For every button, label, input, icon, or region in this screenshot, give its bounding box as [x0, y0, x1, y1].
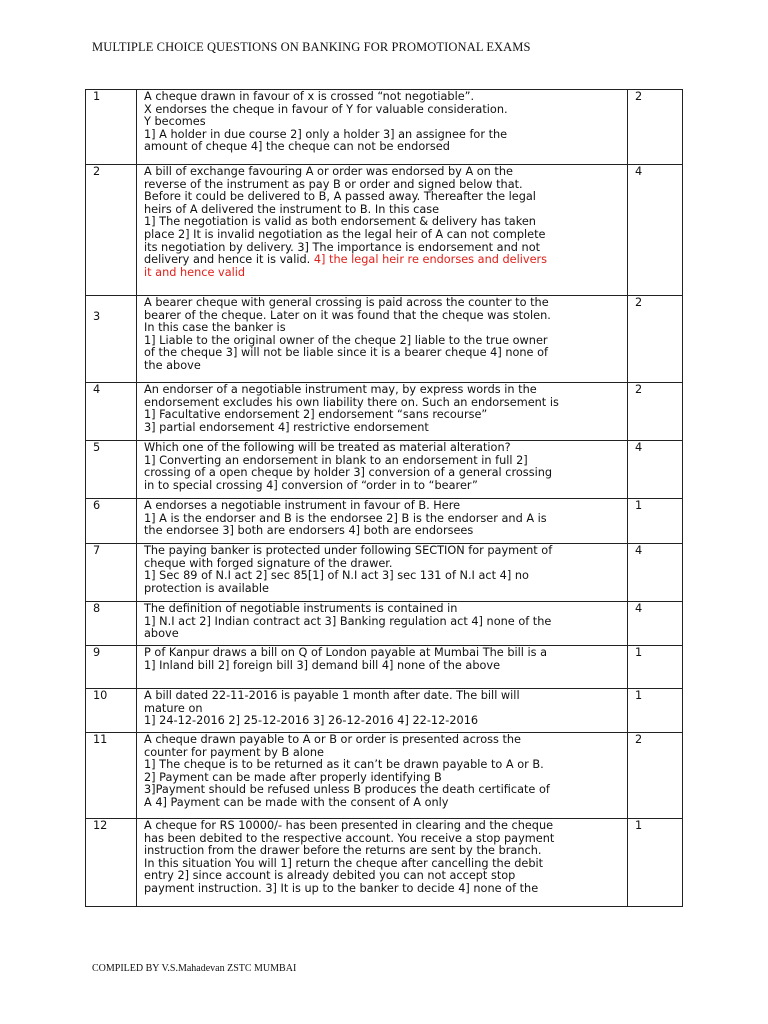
- answer-key: 1: [628, 689, 683, 733]
- question-number: 8: [86, 602, 137, 646]
- question-line-text: A bill dated 22-11-2016 is payable 1 month after date. The bill will: [144, 689, 520, 702]
- question-line-text: 2] Payment can be made after properly identifying B: [144, 770, 442, 784]
- question-line-text: of the cheque 3] will not be liable since it is a bearer cheque 4] none of: [144, 346, 548, 360]
- question-line-text: its negotiation by delivery. 3] The importance is endorsement and not: [144, 240, 541, 254]
- question-text: [137, 602, 628, 646]
- question-line: [144, 660, 621, 673]
- answer-key: 1: [628, 646, 683, 689]
- question-text: [137, 544, 628, 602]
- question-line: [144, 715, 621, 728]
- question-line-text: reverse of the instrument as pay B or order and signed below that.: [144, 177, 523, 191]
- question-line-text: 1] 24-12-2016 2] 25-12-2016 3] 26-12-2016 4] 22-12-2016: [144, 714, 479, 728]
- question-line: [144, 616, 621, 629]
- question-line-text: A cheque drawn in favour of x is crossed “not negotiable”.: [144, 90, 475, 103]
- question-line-text: delivery and hence it is valid.: [144, 253, 311, 267]
- highlighted-answer-text: 4] the legal heir re endorses and delivers: [310, 253, 548, 267]
- question-row: [86, 296, 683, 383]
- answer-key: 1: [628, 499, 683, 544]
- question-number: 10: [86, 689, 137, 733]
- question-number: 7: [86, 544, 137, 602]
- question-line-text: In this case the banker is: [144, 321, 286, 335]
- question-line: [144, 480, 621, 493]
- question-line: [144, 347, 621, 360]
- question-line-text: 1] A holder in due course 2] only a holder 3] an assignee for the: [144, 127, 508, 141]
- question-line-text: 1] N.I act 2] Indian contract act 3] Banking regulation act 4] none of the: [144, 614, 552, 628]
- question-line: [144, 883, 621, 896]
- question-line-text: In this situation You will 1] return the cheque after cancelling the debit: [144, 856, 544, 870]
- question-text: [137, 646, 628, 689]
- question-line-text: A bill of exchange favouring A or order was endorsed by A on the: [144, 165, 513, 178]
- highlighted-answer-line: it and hence valid: [144, 265, 246, 279]
- question-text: [137, 165, 628, 296]
- question-line-text: X endorses the cheque in favour of Y for valuable consideration.: [144, 102, 508, 116]
- question-line-text: endorsement excludes his own liability there on. Such an endorsement is: [144, 395, 559, 409]
- question-number: 1: [86, 90, 137, 165]
- question-line-text: place 2] It is invalid negotiation as the legal heir of A can not complete: [144, 227, 546, 241]
- question-line-text: 3] partial endorsement 4] restrictive endorsement: [144, 420, 429, 434]
- question-row: [86, 733, 683, 819]
- question-text: [137, 383, 628, 441]
- question-line-text: 1] The cheque is to be returned as it can’t be drawn payable to A or B.: [144, 758, 544, 772]
- question-row: [86, 499, 683, 544]
- question-line-text: A cheque for RS 10000/- has been presented in clearing and the cheque: [144, 819, 554, 832]
- question-number: 3: [86, 296, 137, 383]
- question-number: 6: [86, 499, 137, 544]
- question-line: [144, 797, 621, 810]
- question-line-text: 1] Sec 89 of N.I act 2] sec 85[1] of N.I act 3] sec 131 of N.I act 4] no: [144, 569, 529, 583]
- question-line-text: 1] Facultative endorsement 2] endorsement “sans recourse”: [144, 408, 488, 422]
- question-line-text: The definition of negotiable instruments is contained in: [144, 602, 458, 615]
- question-text: [137, 441, 628, 499]
- page-header: MULTIPLE CHOICE QUESTIONS ON BANKING FOR PROMOTIONAL EXAMS: [92, 40, 531, 54]
- question-line-text: has been debited to the respective account. You receive a stop payment: [144, 831, 555, 845]
- answer-key: 4: [628, 544, 683, 602]
- question-line-text: heirs of A delivered the instrument to B. In this case: [144, 202, 440, 216]
- question-line: [144, 360, 621, 373]
- question-number: 9: [86, 646, 137, 689]
- answer-key: 2: [628, 296, 683, 383]
- question-text: [137, 733, 628, 819]
- question-line-text: Before it could be delivered to B, A passed away. Thereafter the legal: [144, 190, 536, 204]
- question-line-text: A 4] Payment can be made with the consent of A only: [144, 795, 449, 809]
- question-line-text: P of Kanpur draws a bill on Q of London payable at Mumbai The bill is a: [144, 646, 548, 659]
- question-line-text: instruction from the drawer before the returns are sent by the branch.: [144, 844, 542, 858]
- question-line-text: 1] The negotiation is valid as both endorsement & delivery has taken: [144, 215, 536, 229]
- answer-key: 4: [628, 441, 683, 499]
- question-line-text: 1] Liable to the original owner of the cheque 2] liable to the true owner: [144, 333, 548, 347]
- question-text: [137, 689, 628, 733]
- question-line-text: counter for payment by B alone: [144, 745, 324, 759]
- question-line: [144, 141, 621, 154]
- answer-key: 2: [628, 733, 683, 819]
- question-line: [144, 525, 621, 538]
- question-line-text: bearer of the cheque. Later on it was found that the cheque was stolen.: [144, 308, 551, 322]
- question-number: 4: [86, 383, 137, 441]
- question-line-text: 1] Converting an endorsement in blank to an endorsement in full 2]: [144, 453, 528, 467]
- question-line: [144, 628, 621, 641]
- question-line: [144, 422, 621, 435]
- question-line-text: mature on: [144, 701, 203, 715]
- question-line: [144, 690, 621, 703]
- answer-key: 4: [628, 602, 683, 646]
- question-line-text: A bearer cheque with general crossing is paid across the counter to the: [144, 296, 549, 309]
- question-text: [137, 499, 628, 544]
- question-line: [144, 104, 621, 117]
- question-line-text: the endorsee 3] both are endorsers 4] both are endorsees: [144, 524, 474, 538]
- question-row: [86, 165, 683, 296]
- question-text: [137, 90, 628, 165]
- question-row: [86, 383, 683, 441]
- answer-key: 2: [628, 90, 683, 165]
- question-line-text: above: [144, 627, 179, 641]
- question-line-text: The paying banker is protected under following SECTION for payment of: [144, 544, 553, 557]
- question-line-text: in to special crossing 4] conversion of “order in to “bearer”: [144, 478, 478, 492]
- question-line-text: A cheque drawn payable to A or B or order is presented across the: [144, 733, 522, 746]
- question-line: [144, 254, 621, 267]
- question-row: [86, 602, 683, 646]
- question-line-text: 1] Inland bill 2] foreign bill 3] demand bill 4] none of the above: [144, 658, 501, 672]
- question-row: [86, 441, 683, 499]
- question-row: [86, 646, 683, 689]
- question-line: [144, 583, 621, 596]
- question-line-text: 1] A is the endorser and B is the endorsee 2] B is the endorser and A is: [144, 511, 547, 525]
- question-number: 2: [86, 165, 137, 296]
- question-line-text: entry 2] since account is already debited you can not accept stop: [144, 869, 516, 883]
- question-line-text: An endorser of a negotiable instrument may, by express words in the: [144, 383, 537, 396]
- question-line-text: the above: [144, 358, 201, 372]
- page-footer: COMPILED BY V.S.Mahadevan ZSTC MUMBAI: [92, 963, 297, 974]
- question-line-text: payment instruction. 3] It is up to the banker to decide 4] none of the: [144, 881, 539, 895]
- answer-key: 1: [628, 819, 683, 907]
- question-text: [137, 296, 628, 383]
- question-line-text: Y becomes: [144, 115, 206, 129]
- question-number: 12: [86, 819, 137, 907]
- questions-table: [85, 89, 683, 907]
- question-line-text: A endorses a negotiable instrument in favour of B. Here: [144, 499, 461, 512]
- question-text: [137, 819, 628, 907]
- question-number: 5: [86, 441, 137, 499]
- answer-key: 2: [628, 383, 683, 441]
- question-line-text: amount of cheque 4] the cheque can not be endorsed: [144, 140, 450, 154]
- question-row: [86, 90, 683, 165]
- question-row: [86, 544, 683, 602]
- question-line-text: Which one of the following will be treated as material alteration?: [144, 441, 511, 454]
- question-line-text: cheque with forged signature of the drawer.: [144, 556, 393, 570]
- question-row: [86, 819, 683, 907]
- questions-table-body: [86, 90, 683, 907]
- question-line-text: protection is available: [144, 581, 269, 595]
- answer-key: 4: [628, 165, 683, 296]
- question-row: [86, 689, 683, 733]
- question-number: 11: [86, 733, 137, 819]
- question-line-text: crossing of a open cheque by holder 3] conversion of a general crossing: [144, 466, 553, 480]
- question-line-text: 3]Payment should be refused unless B produces the death certificate of: [144, 783, 550, 797]
